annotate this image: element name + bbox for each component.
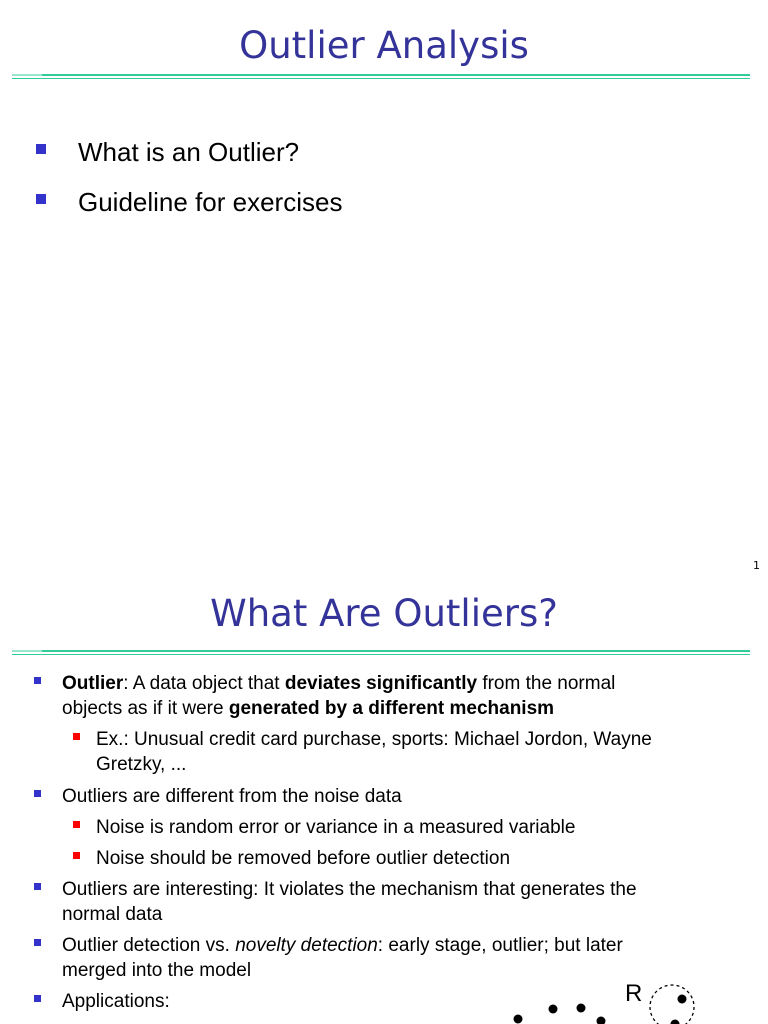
bullet-applications: Applications:: [62, 991, 170, 1012]
data-point: [549, 1005, 558, 1014]
title-divider: [12, 74, 750, 76]
title-divider: [12, 650, 750, 652]
bold-span: deviates significantly: [284, 673, 478, 694]
bullet-item: Guideline for exercises: [78, 187, 343, 217]
bullet-interesting-cont: normal data: [62, 904, 163, 925]
bullet-square-icon: [36, 194, 46, 204]
data-point: [514, 1015, 523, 1024]
text-span: : early stage, outlier; but later: [377, 935, 623, 956]
bullet-square-icon: [36, 144, 46, 154]
bullet-square-icon: [34, 790, 41, 797]
sub-bullet-example: Ex.: Unusual credit card purchase, sports: Michael Jordon, Wayne: [96, 729, 652, 750]
sub-bullet-noise-random: Noise is random error or variance in a measured variable: [96, 817, 576, 838]
sub-bullet-example-cont: Gretzky, ...: [96, 754, 187, 775]
italic-span: novelty detection: [235, 935, 378, 956]
sub-bullet-square-icon: [73, 733, 80, 740]
sub-bullet-square-icon: [73, 852, 80, 859]
bullet-square-icon: [34, 677, 41, 684]
bullet-novelty: [62, 933, 623, 958]
bullet-square-icon: [34, 939, 41, 946]
outlier-figure: [500, 976, 720, 1024]
sub-bullet-square-icon: [73, 821, 80, 828]
bullet-interesting: Outliers are interesting: It violates the mechanism that generates the: [62, 879, 637, 900]
radius-circle: [650, 985, 694, 1024]
data-point: [671, 1020, 680, 1024]
slide-1-title: Outlier Analysis: [239, 24, 529, 67]
title-divider-secondary: [12, 654, 750, 655]
bullet-noise: Outliers are different from the noise data: [62, 786, 402, 807]
data-point: [597, 1017, 606, 1024]
data-point: [577, 1004, 586, 1013]
page-number: 1: [753, 559, 760, 572]
bullet-square-icon: [34, 883, 41, 890]
slide-2-title: What Are Outliers?: [210, 592, 558, 635]
text-span: objects as if it were: [62, 698, 229, 719]
radius-label: R: [625, 980, 643, 1007]
bullet-outlier-definition: [62, 671, 615, 696]
title-divider-secondary: [12, 78, 750, 79]
sub-bullet-noise-removed: Noise should be removed before outlier detection: [96, 848, 511, 869]
text-span: from the normal: [477, 673, 616, 694]
bullet-outlier-definition-cont: [62, 696, 554, 721]
bold-span: generated by a different mechanism: [228, 698, 555, 719]
bullet-item: What is an Outlier?: [78, 137, 300, 167]
text-span: : A data object that: [123, 673, 285, 694]
term-outlier: Outlier: [62, 673, 124, 694]
text-span: Outlier detection vs.: [62, 935, 236, 956]
outlier-point: [678, 995, 687, 1004]
bullet-novelty-cont: merged into the model: [62, 960, 252, 981]
bullet-square-icon: [34, 995, 41, 1002]
